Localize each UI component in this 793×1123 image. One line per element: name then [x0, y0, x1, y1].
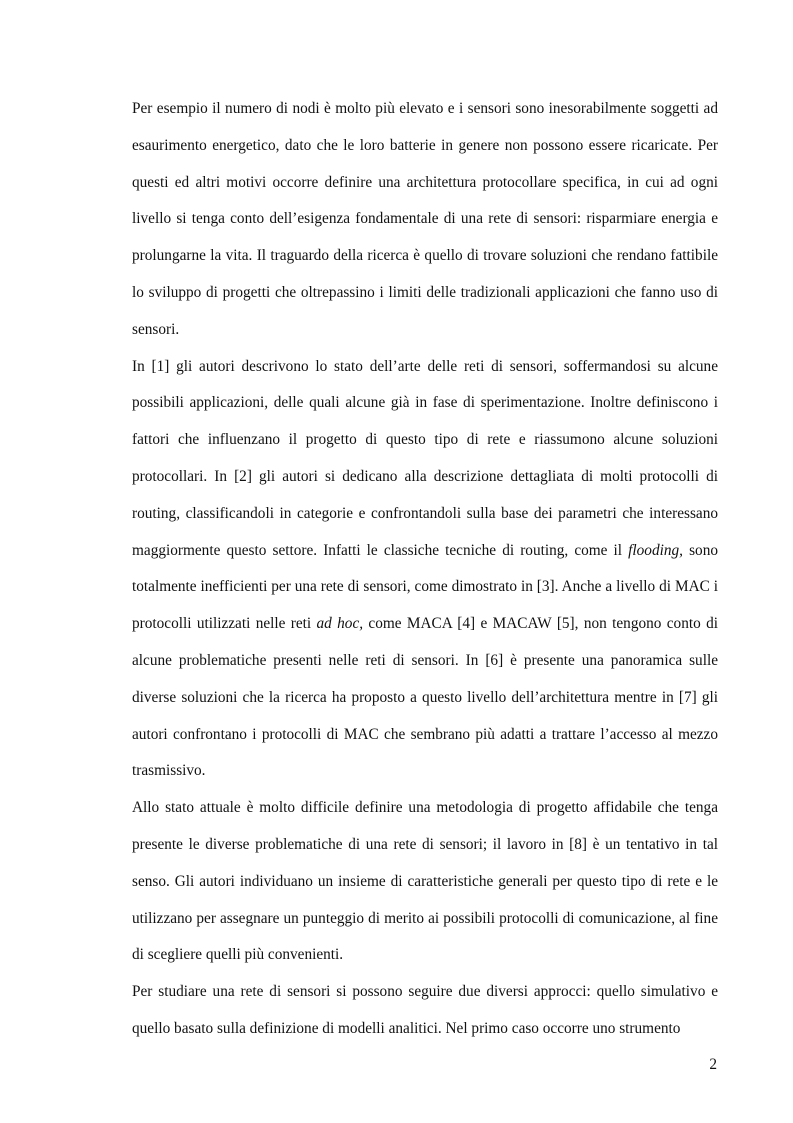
paragraph [132, 974, 718, 1048]
text-segment: In [1] gli autori descrivono lo stato dell’arte delle reti di sensori, soffermandosi su alcune possibili applicazioni, delle quali alcune già in fase di sperimentazione. Inoltre definiscono i fattori che influenzano il progetto di questo tipo di rete e riassumono alcune soluzioni protocollari. In [2] gli autori si dedicano alla descrizione dettagliata di molti protocolli di routing, classificandoli in categorie e confrontandoli sulla base dei parametri che interessano maggiormente questo settore. Infatti le classiche tecniche di routing, come il [132, 357, 718, 559]
text-segment: Allo stato attuale è molto difficile definire una metodologia di progetto affidabile che tenga presente le diverse problematiche di una rete di sensori; il lavoro in [8] è un tentativo in tal senso. Gli autori individuano un insieme di caratteristiche generali per questo tipo di rete e le utilizzano per assegnare un punteggio di merito ai possibili protocolli di comunicazione, al fine di scegliere quelli più convenienti. [132, 799, 718, 964]
italic-term-flooding: flooding, [628, 541, 683, 559]
page-number: 2 [709, 1056, 717, 1073]
body-text [132, 91, 718, 1048]
text-segment: Per esempio il numero di nodi è molto più elevato e i sensori sono inesorabilmente soggetti ad esaurimento energetico, dato che le loro batterie in genere non possono essere ricaricate. Per questi ed altri motivi occorre definire una architettura protocollare specifica, in cui ad ogni livello si tenga conto dell’esigenza fondamentale di una rete di sensori: risparmiare energia e prolungarne la vita. Il traguardo della ricerca è quello di trovare soluzioni che rendano fattibile lo sviluppo di progetti che oltrepassino i limiti delle tradizionali applicazioni che fanno uso di sensori. [132, 100, 718, 338]
paragraph [132, 349, 718, 791]
text-segment: Per studiare una rete di sensori si possono seguire due diversi approcci: quello simulativo e quello basato sulla definizione di modelli analitici. Nel primo caso occorre uno strumento [132, 983, 718, 1037]
paragraph [132, 790, 718, 974]
text-segment: come MACA [4] e MACAW [5], non tengono conto di alcune problematiche presenti nelle reti di sensori. In [6] è presente una panoramica sulle diverse soluzioni che la ricerca ha proposto a questo livello dell’architettura mentre in [7] gli autori confrontano i protocolli di MAC che sembrano più adatti a trattare l’accesso al mezzo trasmissivo. [132, 615, 718, 780]
text-segment: sono totalmente inefficienti per una rete di sensori, come dimostrato in [3]. Anche a livello di MAC i protocolli utilizzati nelle reti [132, 541, 718, 633]
paragraph [132, 91, 718, 349]
italic-term-ad-hoc: ad hoc, [316, 615, 364, 633]
